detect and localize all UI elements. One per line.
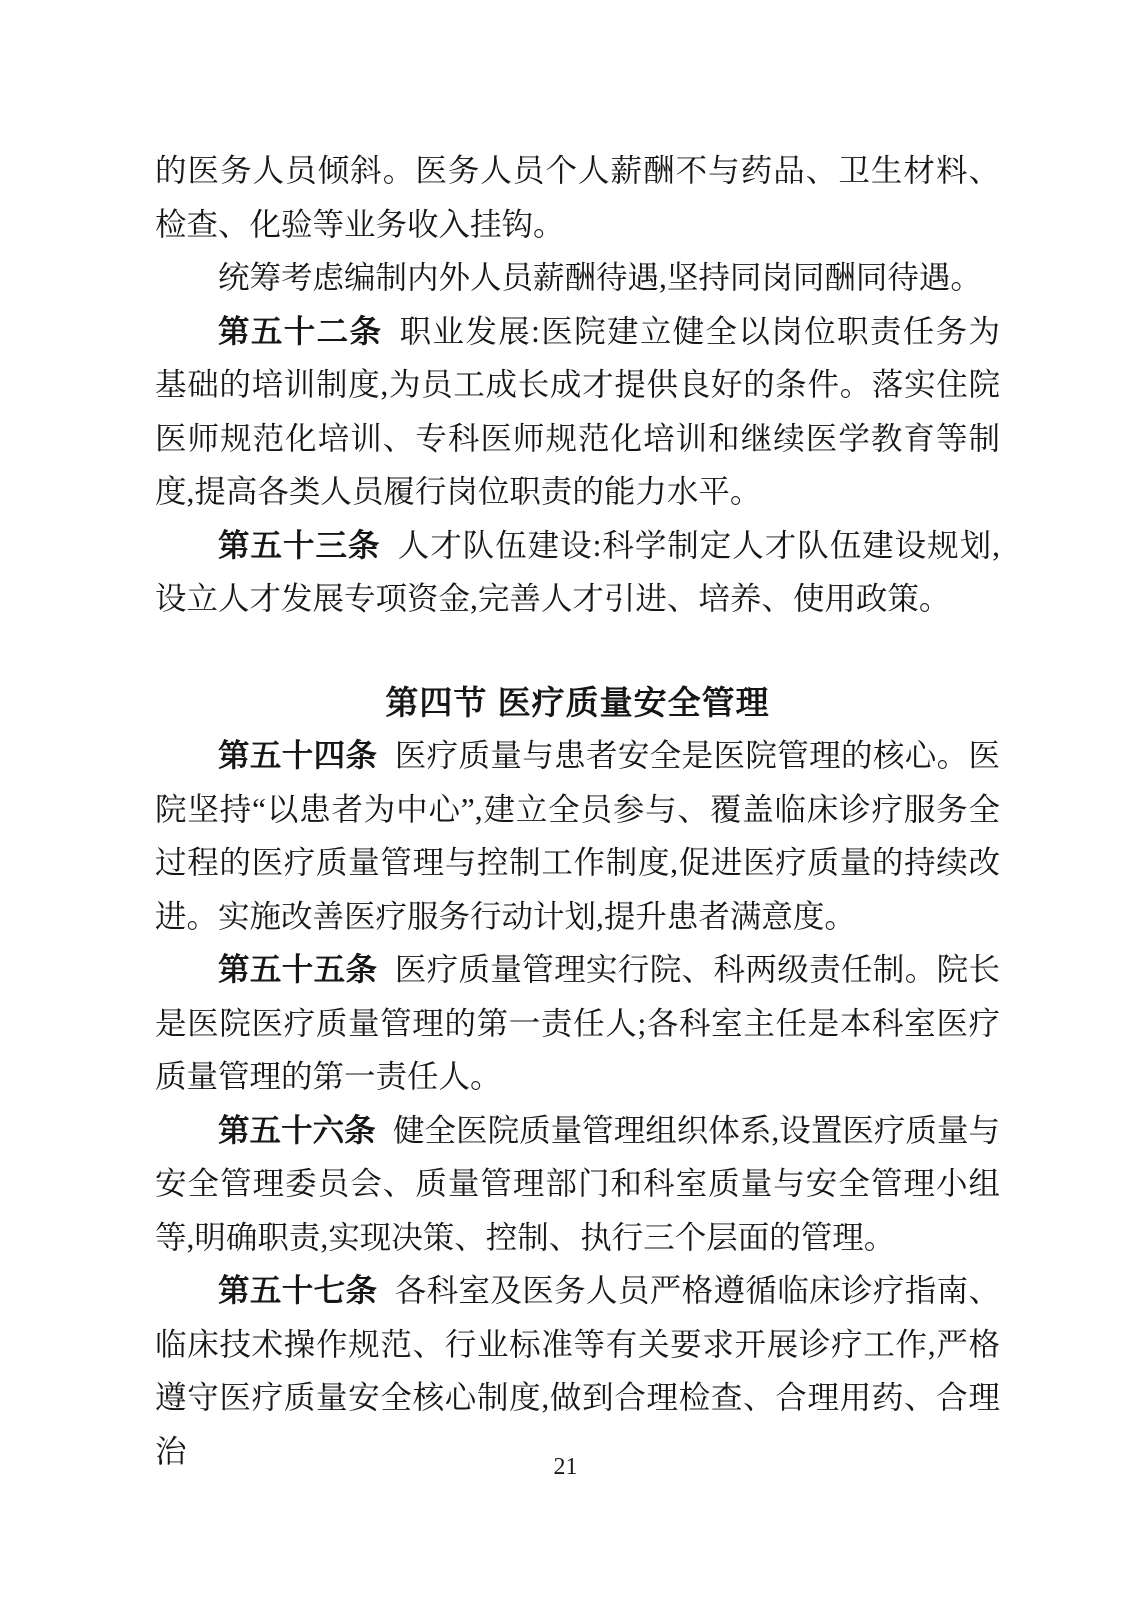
page-number: 21 xyxy=(553,1454,578,1480)
article-paragraph: 第五十六条 健全医院质量管理组织体系,设置医疗质量与安全管理委员会、质量管理部门和科室质量与安全管理小组等,明确职责,实现决策、控制、执行三个层面的管理。 xyxy=(155,1111,1000,1255)
article-paragraph: 第五十七条 各科室及医务人员严格遵循临床诊疗指南、临床技术操作规范、行业标准等有关要求开展诊疗工作,严格遵守医疗质量安全核心制度,做到合理检查、合理用药、合理治 xyxy=(155,1272,1000,1469)
body-paragraph: 统筹考虑编制内外人员薪酬待遇,坚持同岗同酬同待遇。 xyxy=(218,260,982,295)
article-paragraph: 第五十二条 职业发展:医院建立健全以岗位职责任务为基础的培训制度,为员工成长成才提供良好的条件。落实住院医师规范化培训、专科医师规范化培训和继续医学教育等制度,提高各类人员履行岗位职责的能力水平。 xyxy=(155,312,1000,509)
article-number: 第五十三条 xyxy=(218,526,381,563)
article-number: 第五十五条 xyxy=(218,951,378,987)
article-number: 第五十七条 xyxy=(218,1272,378,1308)
article-number: 第五十二条 xyxy=(218,312,383,349)
article-paragraph: 第五十三条 人才队伍建设:科学制定人才队伍建设规划,设立人才发展专项资金,完善人才引进、培养、使用政策。 xyxy=(155,526,1000,616)
article-number: 第五十六条 xyxy=(218,1111,376,1148)
section-heading: 第四节 医疗质量安全管理 xyxy=(385,683,770,721)
article-number: 第五十四条 xyxy=(218,737,378,773)
page-footer xyxy=(0,1452,1131,1482)
body-paragraph: 的医务人员倾斜。医务人员个人薪酬不与药品、卫生材料、检查、化验等业务收入挂钩。 xyxy=(155,153,1000,242)
article-paragraph: 第五十四条 医疗质量与患者安全是医院管理的核心。医院坚持“以患者为中心”,建立全员参与、覆盖临床诊疗服务全过程的医疗质量管理与控制工作制度,促进医疗质量的持续改进。实施改善医疗服务行动计划,提升患者满意度。 xyxy=(155,737,1000,934)
article-paragraph: 第五十五条 医疗质量管理实行院、科两级责任制。院长是医院医疗质量管理的第一责任人;各科室主任是本科室医疗质量管理的第一责任人。 xyxy=(155,951,1000,1094)
document-body xyxy=(155,144,1000,1478)
